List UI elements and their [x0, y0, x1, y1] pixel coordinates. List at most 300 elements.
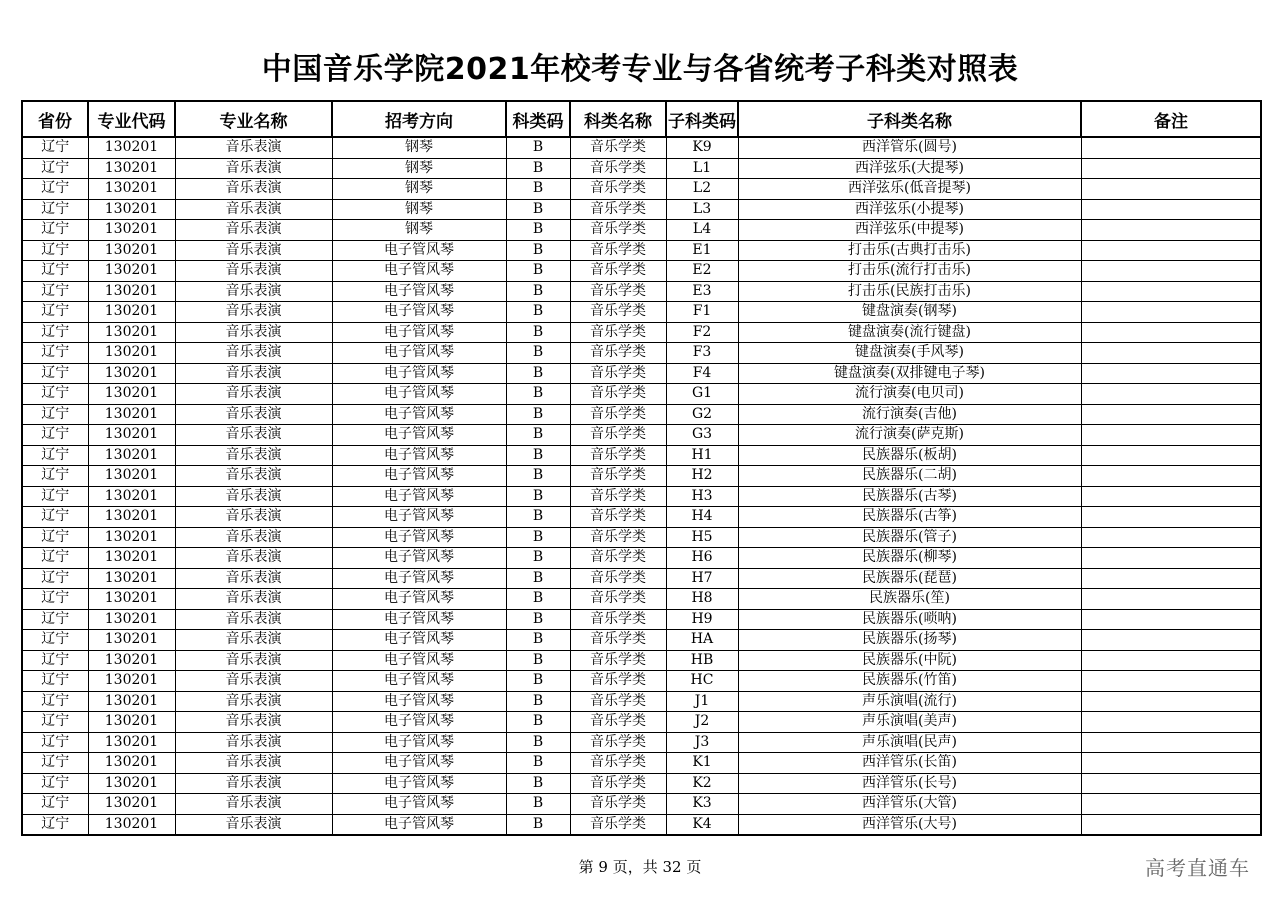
cell-direction: 电子管风琴 [332, 363, 506, 384]
cell-subcategory-code: G2 [666, 404, 738, 425]
cell-category-code: B [506, 753, 570, 774]
cell-subcategory-name: 声乐演唱(流行) [738, 691, 1081, 712]
cell-major-code: 130201 [88, 261, 175, 282]
cell-category-name: 音乐学类 [570, 404, 666, 425]
cell-category-name: 音乐学类 [570, 137, 666, 158]
cell-major-code: 130201 [88, 814, 175, 835]
cell-province: 辽宁 [22, 137, 88, 158]
header-province: 省份 [22, 101, 88, 137]
table-row [22, 527, 1261, 548]
cell-category-code: B [506, 814, 570, 835]
cell-major-name: 音乐表演 [175, 322, 332, 343]
cell-subcategory-name: 流行演奏(电贝司) [738, 384, 1081, 405]
cell-subcategory-code: K9 [666, 137, 738, 158]
cell-subcategory-code: K1 [666, 753, 738, 774]
cell-category-code: B [506, 404, 570, 425]
cell-remarks [1081, 814, 1261, 835]
cell-major-code: 130201 [88, 343, 175, 364]
cell-remarks [1081, 712, 1261, 733]
cell-major-name: 音乐表演 [175, 425, 332, 446]
table-row [22, 773, 1261, 794]
cell-subcategory-name: 流行演奏(萨克斯) [738, 425, 1081, 446]
cell-major-name: 音乐表演 [175, 753, 332, 774]
cell-subcategory-name: 键盘演奏(钢琴) [738, 302, 1081, 323]
cell-category-name: 音乐学类 [570, 630, 666, 651]
cell-category-code: B [506, 158, 570, 179]
cell-subcategory-name: 键盘演奏(流行键盘) [738, 322, 1081, 343]
cell-category-code: B [506, 507, 570, 528]
cell-major-code: 130201 [88, 425, 175, 446]
cell-direction: 电子管风琴 [332, 527, 506, 548]
table-row [22, 548, 1261, 569]
cell-category-name: 音乐学类 [570, 753, 666, 774]
table-row [22, 179, 1261, 200]
cell-category-code: B [506, 630, 570, 651]
cell-category-name: 音乐学类 [570, 445, 666, 466]
header-category-code: 科类码 [506, 101, 570, 137]
cell-province: 辽宁 [22, 281, 88, 302]
cell-major-code: 130201 [88, 281, 175, 302]
cell-category-code: B [506, 445, 570, 466]
cell-subcategory-name: 西洋管乐(大管) [738, 794, 1081, 815]
cell-direction: 电子管风琴 [332, 671, 506, 692]
table-row [22, 137, 1261, 158]
cell-major-code: 130201 [88, 158, 175, 179]
table-row [22, 568, 1261, 589]
cell-direction: 钢琴 [332, 179, 506, 200]
table-body [22, 137, 1261, 835]
cell-category-name: 音乐学类 [570, 322, 666, 343]
cell-remarks [1081, 384, 1261, 405]
cell-remarks [1081, 158, 1261, 179]
cell-subcategory-name: 西洋弦乐(低音提琴) [738, 179, 1081, 200]
cell-province: 辽宁 [22, 568, 88, 589]
cell-direction: 电子管风琴 [332, 261, 506, 282]
cell-category-name: 音乐学类 [570, 343, 666, 364]
cell-direction: 电子管风琴 [332, 343, 506, 364]
cell-subcategory-code: L3 [666, 199, 738, 220]
header-category-name: 科类名称 [570, 101, 666, 137]
cell-major-name: 音乐表演 [175, 650, 332, 671]
cell-category-name: 音乐学类 [570, 384, 666, 405]
cell-subcategory-code: H1 [666, 445, 738, 466]
cell-category-name: 音乐学类 [570, 425, 666, 446]
document-title: 中国音乐学院2021年校考专业与各省统考子科类对照表 [261, 52, 1019, 87]
cell-province: 辽宁 [22, 630, 88, 651]
cell-subcategory-name: 西洋管乐(长号) [738, 773, 1081, 794]
cell-direction: 钢琴 [332, 220, 506, 241]
cell-province: 辽宁 [22, 343, 88, 364]
cell-category-code: B [506, 199, 570, 220]
cell-subcategory-name: 声乐演唱(民声) [738, 732, 1081, 753]
cell-subcategory-code: F4 [666, 363, 738, 384]
cell-major-name: 音乐表演 [175, 220, 332, 241]
cell-direction: 电子管风琴 [332, 548, 506, 569]
cell-major-code: 130201 [88, 240, 175, 261]
cell-remarks [1081, 732, 1261, 753]
cell-major-code: 130201 [88, 671, 175, 692]
cell-category-code: B [506, 302, 570, 323]
cell-remarks [1081, 179, 1261, 200]
cell-major-code: 130201 [88, 691, 175, 712]
cell-direction: 电子管风琴 [332, 322, 506, 343]
cell-province: 辽宁 [22, 302, 88, 323]
cell-subcategory-name: 民族器乐(竹笛) [738, 671, 1081, 692]
cell-major-name: 音乐表演 [175, 240, 332, 261]
cell-major-name: 音乐表演 [175, 712, 332, 733]
table-row [22, 589, 1261, 610]
cell-category-name: 音乐学类 [570, 589, 666, 610]
cell-category-name: 音乐学类 [570, 568, 666, 589]
table-row [22, 322, 1261, 343]
cell-category-code: B [506, 261, 570, 282]
cell-major-code: 130201 [88, 650, 175, 671]
cell-category-name: 音乐学类 [570, 486, 666, 507]
cell-subcategory-name: 民族器乐(古筝) [738, 507, 1081, 528]
cell-remarks [1081, 137, 1261, 158]
table-row [22, 384, 1261, 405]
header-major-code: 专业代码 [88, 101, 175, 137]
cell-category-name: 音乐学类 [570, 179, 666, 200]
table-row [22, 609, 1261, 630]
table-row [22, 712, 1261, 733]
cell-subcategory-name: 打击乐(古典打击乐) [738, 240, 1081, 261]
cell-subcategory-name: 西洋管乐(圆号) [738, 137, 1081, 158]
cell-subcategory-code: J3 [666, 732, 738, 753]
cell-subcategory-code: E2 [666, 261, 738, 282]
cell-subcategory-code: E1 [666, 240, 738, 261]
table-row [22, 281, 1261, 302]
cell-province: 辽宁 [22, 712, 88, 733]
cell-subcategory-code: J1 [666, 691, 738, 712]
table-row [22, 199, 1261, 220]
cell-remarks [1081, 404, 1261, 425]
cell-category-name: 音乐学类 [570, 220, 666, 241]
cell-category-code: B [506, 527, 570, 548]
cell-category-name: 音乐学类 [570, 507, 666, 528]
cell-subcategory-name: 民族器乐(笙) [738, 589, 1081, 610]
cell-province: 辽宁 [22, 445, 88, 466]
cell-subcategory-name: 民族器乐(唢呐) [738, 609, 1081, 630]
cell-major-name: 音乐表演 [175, 794, 332, 815]
cell-subcategory-name: 西洋弦乐(中提琴) [738, 220, 1081, 241]
cell-direction: 钢琴 [332, 158, 506, 179]
header-subcategory-code: 子科类码 [666, 101, 738, 137]
cell-province: 辽宁 [22, 589, 88, 610]
cell-remarks [1081, 363, 1261, 384]
cell-category-code: B [506, 773, 570, 794]
cell-major-name: 音乐表演 [175, 568, 332, 589]
cell-major-code: 130201 [88, 363, 175, 384]
cell-major-code: 130201 [88, 445, 175, 466]
cell-remarks [1081, 240, 1261, 261]
cell-category-code: B [506, 671, 570, 692]
cell-subcategory-code: G1 [666, 384, 738, 405]
cell-subcategory-name: 流行演奏(吉他) [738, 404, 1081, 425]
table-row [22, 343, 1261, 364]
cell-category-code: B [506, 794, 570, 815]
table-row [22, 363, 1261, 384]
cell-province: 辽宁 [22, 527, 88, 548]
header-direction: 招考方向 [332, 101, 506, 137]
cell-major-name: 音乐表演 [175, 158, 332, 179]
cell-major-code: 130201 [88, 609, 175, 630]
cell-major-code: 130201 [88, 302, 175, 323]
cell-category-name: 音乐学类 [570, 261, 666, 282]
watermark: 高考直通车 [1145, 856, 1250, 880]
cell-province: 辽宁 [22, 650, 88, 671]
cell-direction: 电子管风琴 [332, 466, 506, 487]
cell-major-name: 音乐表演 [175, 363, 332, 384]
cell-category-name: 音乐学类 [570, 240, 666, 261]
cell-subcategory-code: H8 [666, 589, 738, 610]
cell-category-code: B [506, 589, 570, 610]
cell-subcategory-code: H4 [666, 507, 738, 528]
cell-category-name: 音乐学类 [570, 732, 666, 753]
cell-subcategory-name: 西洋弦乐(小提琴) [738, 199, 1081, 220]
cell-major-name: 音乐表演 [175, 589, 332, 610]
cell-direction: 电子管风琴 [332, 650, 506, 671]
cell-province: 辽宁 [22, 363, 88, 384]
cell-subcategory-name: 打击乐(流行打击乐) [738, 261, 1081, 282]
cell-category-code: B [506, 712, 570, 733]
cell-major-name: 音乐表演 [175, 486, 332, 507]
cell-major-code: 130201 [88, 466, 175, 487]
cell-province: 辽宁 [22, 773, 88, 794]
cell-category-name: 音乐学类 [570, 794, 666, 815]
cell-major-name: 音乐表演 [175, 609, 332, 630]
cell-remarks [1081, 568, 1261, 589]
cell-subcategory-code: F2 [666, 322, 738, 343]
table-row [22, 404, 1261, 425]
cell-remarks [1081, 261, 1261, 282]
cell-category-name: 音乐学类 [570, 691, 666, 712]
cell-category-code: B [506, 384, 570, 405]
cell-major-code: 130201 [88, 589, 175, 610]
cell-province: 辽宁 [22, 507, 88, 528]
table-row [22, 240, 1261, 261]
cell-category-name: 音乐学类 [570, 712, 666, 733]
table-row [22, 671, 1261, 692]
cell-major-code: 130201 [88, 568, 175, 589]
cell-province: 辽宁 [22, 671, 88, 692]
cell-direction: 电子管风琴 [332, 773, 506, 794]
cell-subcategory-code: HB [666, 650, 738, 671]
cell-major-name: 音乐表演 [175, 814, 332, 835]
cell-province: 辽宁 [22, 609, 88, 630]
cell-category-code: B [506, 179, 570, 200]
cell-remarks [1081, 671, 1261, 692]
cell-major-code: 130201 [88, 732, 175, 753]
cell-major-name: 音乐表演 [175, 732, 332, 753]
cell-major-name: 音乐表演 [175, 507, 332, 528]
cell-province: 辽宁 [22, 322, 88, 343]
cell-category-name: 音乐学类 [570, 671, 666, 692]
table-row [22, 425, 1261, 446]
cell-remarks [1081, 343, 1261, 364]
cell-direction: 电子管风琴 [332, 712, 506, 733]
table-row [22, 261, 1261, 282]
table-row [22, 753, 1261, 774]
cell-remarks [1081, 322, 1261, 343]
cell-subcategory-code: H6 [666, 548, 738, 569]
cell-category-code: B [506, 240, 570, 261]
cell-province: 辽宁 [22, 220, 88, 241]
header-subcategory-name: 子科类名称 [738, 101, 1081, 137]
cell-major-name: 音乐表演 [175, 179, 332, 200]
cell-subcategory-name: 民族器乐(管子) [738, 527, 1081, 548]
cell-category-name: 音乐学类 [570, 302, 666, 323]
cell-subcategory-code: H7 [666, 568, 738, 589]
cell-major-code: 130201 [88, 773, 175, 794]
cell-province: 辽宁 [22, 158, 88, 179]
header-remarks: 备注 [1081, 101, 1261, 137]
cell-major-code: 130201 [88, 179, 175, 200]
cell-direction: 电子管风琴 [332, 445, 506, 466]
cell-major-name: 音乐表演 [175, 527, 332, 548]
cell-category-name: 音乐学类 [570, 199, 666, 220]
cell-subcategory-name: 键盘演奏(手风琴) [738, 343, 1081, 364]
cell-subcategory-name: 民族器乐(古琴) [738, 486, 1081, 507]
cell-category-code: B [506, 650, 570, 671]
cell-subcategory-name: 民族器乐(中阮) [738, 650, 1081, 671]
cell-category-code: B [506, 343, 570, 364]
cell-direction: 电子管风琴 [332, 384, 506, 405]
cell-remarks [1081, 548, 1261, 569]
cell-direction: 电子管风琴 [332, 486, 506, 507]
cell-province: 辽宁 [22, 691, 88, 712]
table-row [22, 486, 1261, 507]
cell-remarks [1081, 302, 1261, 323]
cell-subcategory-name: 打击乐(民族打击乐) [738, 281, 1081, 302]
cell-category-code: B [506, 363, 570, 384]
cell-category-code: B [506, 220, 570, 241]
comparison-table [21, 100, 1262, 836]
cell-category-name: 音乐学类 [570, 609, 666, 630]
table-row [22, 650, 1261, 671]
cell-major-name: 音乐表演 [175, 630, 332, 651]
cell-category-code: B [506, 568, 570, 589]
cell-category-code: B [506, 691, 570, 712]
cell-subcategory-code: E3 [666, 281, 738, 302]
cell-subcategory-name: 民族器乐(板胡) [738, 445, 1081, 466]
cell-subcategory-code: H3 [666, 486, 738, 507]
cell-direction: 电子管风琴 [332, 240, 506, 261]
table-row [22, 691, 1261, 712]
cell-remarks [1081, 773, 1261, 794]
cell-category-name: 音乐学类 [570, 814, 666, 835]
cell-category-code: B [506, 609, 570, 630]
table-row [22, 630, 1261, 651]
cell-remarks [1081, 281, 1261, 302]
cell-major-name: 音乐表演 [175, 773, 332, 794]
cell-subcategory-name: 西洋管乐(长笛) [738, 753, 1081, 774]
cell-major-code: 130201 [88, 384, 175, 405]
cell-major-code: 130201 [88, 507, 175, 528]
cell-subcategory-code: F3 [666, 343, 738, 364]
cell-subcategory-name: 民族器乐(琵琶) [738, 568, 1081, 589]
cell-category-code: B [506, 732, 570, 753]
cell-category-code: B [506, 466, 570, 487]
cell-province: 辽宁 [22, 548, 88, 569]
cell-major-name: 音乐表演 [175, 302, 332, 323]
table-header-row [22, 101, 1261, 137]
cell-major-name: 音乐表演 [175, 671, 332, 692]
cell-direction: 电子管风琴 [332, 568, 506, 589]
cell-subcategory-code: H5 [666, 527, 738, 548]
cell-province: 辽宁 [22, 179, 88, 200]
cell-remarks [1081, 445, 1261, 466]
table-row [22, 466, 1261, 487]
cell-subcategory-code: L4 [666, 220, 738, 241]
cell-province: 辽宁 [22, 199, 88, 220]
cell-subcategory-code: K3 [666, 794, 738, 815]
header-major-name: 专业名称 [175, 101, 332, 137]
cell-remarks [1081, 527, 1261, 548]
cell-major-code: 130201 [88, 794, 175, 815]
cell-major-code: 130201 [88, 630, 175, 651]
cell-direction: 电子管风琴 [332, 404, 506, 425]
cell-subcategory-name: 民族器乐(二胡) [738, 466, 1081, 487]
cell-category-name: 音乐学类 [570, 773, 666, 794]
cell-remarks [1081, 589, 1261, 610]
cell-remarks [1081, 630, 1261, 651]
table-row [22, 158, 1261, 179]
cell-subcategory-code: L1 [666, 158, 738, 179]
table-row [22, 220, 1261, 241]
cell-category-name: 音乐学类 [570, 466, 666, 487]
cell-subcategory-code: K4 [666, 814, 738, 835]
cell-province: 辽宁 [22, 814, 88, 835]
cell-major-name: 音乐表演 [175, 261, 332, 282]
cell-major-name: 音乐表演 [175, 404, 332, 425]
page-indicator: 第 9 页，共 32 页 [578, 858, 702, 876]
cell-category-code: B [506, 137, 570, 158]
cell-subcategory-name: 键盘演奏(双排键电子琴) [738, 363, 1081, 384]
cell-remarks [1081, 609, 1261, 630]
cell-subcategory-name: 声乐演唱(美声) [738, 712, 1081, 733]
cell-direction: 电子管风琴 [332, 507, 506, 528]
cell-major-name: 音乐表演 [175, 137, 332, 158]
cell-subcategory-code: H9 [666, 609, 738, 630]
cell-major-name: 音乐表演 [175, 384, 332, 405]
cell-subcategory-code: HA [666, 630, 738, 651]
cell-category-name: 音乐学类 [570, 158, 666, 179]
cell-major-code: 130201 [88, 712, 175, 733]
cell-remarks [1081, 425, 1261, 446]
cell-remarks [1081, 794, 1261, 815]
cell-category-code: B [506, 486, 570, 507]
cell-province: 辽宁 [22, 732, 88, 753]
cell-province: 辽宁 [22, 261, 88, 282]
cell-province: 辽宁 [22, 466, 88, 487]
cell-major-name: 音乐表演 [175, 343, 332, 364]
cell-direction: 电子管风琴 [332, 589, 506, 610]
cell-major-code: 130201 [88, 404, 175, 425]
cell-subcategory-code: J2 [666, 712, 738, 733]
cell-major-code: 130201 [88, 548, 175, 569]
cell-direction: 电子管风琴 [332, 630, 506, 651]
cell-direction: 电子管风琴 [332, 609, 506, 630]
cell-direction: 电子管风琴 [332, 302, 506, 323]
cell-subcategory-code: K2 [666, 773, 738, 794]
cell-direction: 钢琴 [332, 137, 506, 158]
cell-remarks [1081, 507, 1261, 528]
cell-subcategory-code: H2 [666, 466, 738, 487]
cell-subcategory-name: 西洋弦乐(大提琴) [738, 158, 1081, 179]
table-row [22, 814, 1261, 835]
cell-province: 辽宁 [22, 486, 88, 507]
